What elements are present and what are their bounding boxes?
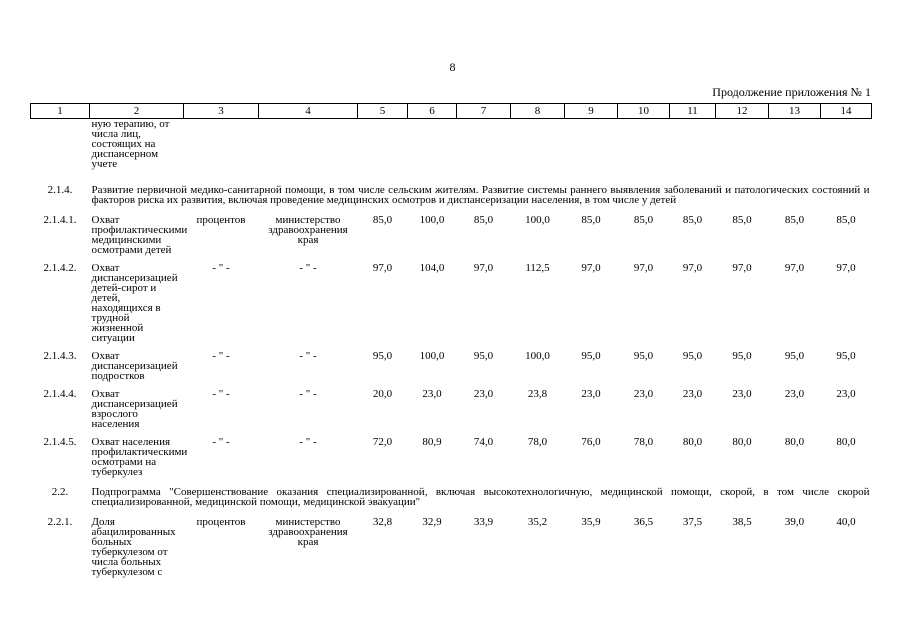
continued-row — [31, 119, 872, 184]
row-value: 97,0 — [473, 262, 494, 274]
table-row — [31, 351, 872, 389]
row-code — [31, 119, 90, 184]
header-row — [31, 104, 872, 119]
table-row — [31, 517, 872, 585]
empty-cells — [184, 119, 872, 184]
row-value: 97,0 — [732, 262, 752, 274]
row-value: 35,2 — [527, 516, 548, 528]
row-value: 85,0 — [372, 214, 393, 226]
section-row — [31, 183, 872, 215]
indicators-table — [30, 103, 872, 585]
header-cell-13: 13 — [769, 104, 821, 119]
row-value: 80,9 — [422, 436, 442, 448]
row-value: 95,0 — [473, 350, 494, 362]
row-value: 80,0 — [682, 436, 703, 448]
continuation-note: Продолжение приложения № 1 — [712, 85, 871, 99]
row-unit: - " - — [212, 350, 230, 362]
row-code: 2.1.4.5. — [43, 436, 77, 448]
row-org: министерство здравоохранения края — [268, 516, 348, 548]
row-value: 95,0 — [372, 350, 393, 362]
row-value: 95,0 — [732, 350, 752, 362]
row-code: 2.1.4.2. — [43, 262, 77, 274]
row-value: 80,0 — [836, 436, 856, 448]
row-unit: - " - — [212, 262, 230, 274]
row-value: 104,0 — [419, 262, 445, 274]
row-value: 100,0 — [525, 214, 550, 226]
row-value: 95,0 — [836, 350, 856, 362]
table-row — [31, 437, 872, 485]
row-value: 85,0 — [473, 214, 494, 226]
row-value: 72,0 — [372, 436, 393, 448]
row-name: Охват профилактическими медицинскими осмотрами детей — [91, 214, 188, 256]
row-unit: - " - — [212, 388, 230, 400]
row-org: - " - — [299, 262, 317, 274]
row-value: 95,0 — [682, 350, 703, 362]
row-value: 23,0 — [836, 388, 856, 400]
header-cell-5: 5 — [358, 104, 408, 119]
row-value: 100,0 — [419, 350, 445, 362]
row-name: Охват населения профилактическими осмотрами на туберкулез — [91, 436, 188, 478]
row-value: 95,0 — [784, 350, 805, 362]
row-value: 80,0 — [732, 436, 752, 448]
row-value: 85,0 — [836, 214, 856, 226]
row-value: 32,8 — [372, 516, 393, 528]
row-name: Доля абацилированных больных туберкулезом от числа больных туберкулезом с — [91, 516, 176, 578]
row-value: 33,9 — [473, 516, 494, 528]
row-value: 39,0 — [784, 516, 805, 528]
row-value: 74,0 — [473, 436, 494, 448]
row-org: министерство здравоохранения края — [268, 214, 348, 246]
section-code: 2.2. — [51, 486, 69, 498]
row-value: 100,0 — [525, 350, 550, 362]
row-value: 23,0 — [422, 388, 442, 400]
row-value: 23,0 — [732, 388, 752, 400]
row-value: 85,0 — [682, 214, 703, 226]
row-name: Охват диспансеризацией детей-сирот и детей, находящихся в трудной жизненной ситуации — [91, 262, 178, 344]
row-value: 38,5 — [732, 516, 752, 528]
row-org: - " - — [299, 388, 317, 400]
row-name: ную терапию, от числа лиц, состоящих на диспансерном учете — [91, 118, 170, 170]
table-row — [31, 389, 872, 437]
row-name: Охват диспансеризацией подростков — [91, 350, 178, 382]
table-row — [31, 263, 872, 351]
row-unit: процентов — [196, 214, 246, 226]
row-org: - " - — [299, 350, 317, 362]
row-value: 23,0 — [581, 388, 601, 400]
row-value: 97,0 — [682, 262, 703, 274]
section-code: 2.1.4. — [47, 184, 73, 196]
header-cell-9: 9 — [565, 104, 618, 119]
row-value: 23,0 — [473, 388, 494, 400]
row-value: 78,0 — [633, 436, 654, 448]
row-value: 36,5 — [633, 516, 654, 528]
row-value: 97,0 — [581, 262, 601, 274]
header-cell-14: 14 — [821, 104, 872, 119]
row-value: 97,0 — [633, 262, 654, 274]
row-code: 2.2.1. — [47, 516, 73, 528]
row-value: 85,0 — [633, 214, 654, 226]
row-value: 97,0 — [784, 262, 805, 274]
row-value: 95,0 — [581, 350, 601, 362]
header-cell-4: 4 — [259, 104, 358, 119]
table-body — [31, 119, 872, 586]
row-value: 20,0 — [372, 388, 393, 400]
row-value: 23,0 — [682, 388, 703, 400]
row-code: 2.1.4.3. — [43, 350, 77, 362]
row-value: 23,0 — [784, 388, 805, 400]
page-number: 8 — [449, 60, 456, 74]
row-value: 37,5 — [682, 516, 703, 528]
row-code: 2.1.4.1. — [43, 214, 77, 226]
row-value: 40,0 — [836, 516, 856, 528]
row-org: - " - — [299, 436, 317, 448]
row-value: 85,0 — [784, 214, 805, 226]
row-value: 32,9 — [422, 516, 442, 528]
header-cell-1: 1 — [31, 104, 90, 119]
header-cell-8: 8 — [511, 104, 565, 119]
row-value: 97,0 — [372, 262, 393, 274]
table-row — [31, 215, 872, 263]
row-unit: - " - — [212, 436, 230, 448]
header-cell-12: 12 — [716, 104, 769, 119]
header-cell-11: 11 — [670, 104, 716, 119]
row-name: Охват диспансеризацией взрослого населения — [91, 388, 178, 430]
header-cell-3: 3 — [184, 104, 259, 119]
row-value: 35,9 — [581, 516, 601, 528]
row-value: 97,0 — [836, 262, 856, 274]
header-cell-2: 2 — [90, 104, 184, 119]
row-value: 95,0 — [633, 350, 654, 362]
row-unit: процентов — [196, 516, 246, 528]
row-value: 80,0 — [784, 436, 805, 448]
row-value: 100,0 — [419, 214, 445, 226]
row-value: 85,0 — [581, 214, 601, 226]
row-value: 85,0 — [732, 214, 752, 226]
section-title: Развитие первичной медико-санитарной помощи, в том числе сельским жителям. Развитие системы раннего выявления заболеваний и патологических состояний и факторов риска их развития, включая проведение медицинских осмотров и диспансеризации населения, в том числе у детей — [91, 184, 870, 206]
row-value: 78,0 — [527, 436, 548, 448]
section-title: Подпрограмма "Совершенствование оказания специализированной, включая высокотехнологичную, медицинской помощи, скорой, в том числе скорой специализированной, медицинской помощи, медицинской эвакуации" — [91, 486, 870, 508]
header-cell-7: 7 — [457, 104, 511, 119]
row-value: 76,0 — [581, 436, 601, 448]
row-value: 23,8 — [527, 388, 548, 400]
header-cell-10: 10 — [618, 104, 670, 119]
section-row — [31, 485, 872, 517]
header-cell-6: 6 — [408, 104, 457, 119]
row-value: 23,0 — [633, 388, 654, 400]
row-value: 112,5 — [525, 262, 550, 274]
row-code: 2.1.4.4. — [43, 388, 77, 400]
